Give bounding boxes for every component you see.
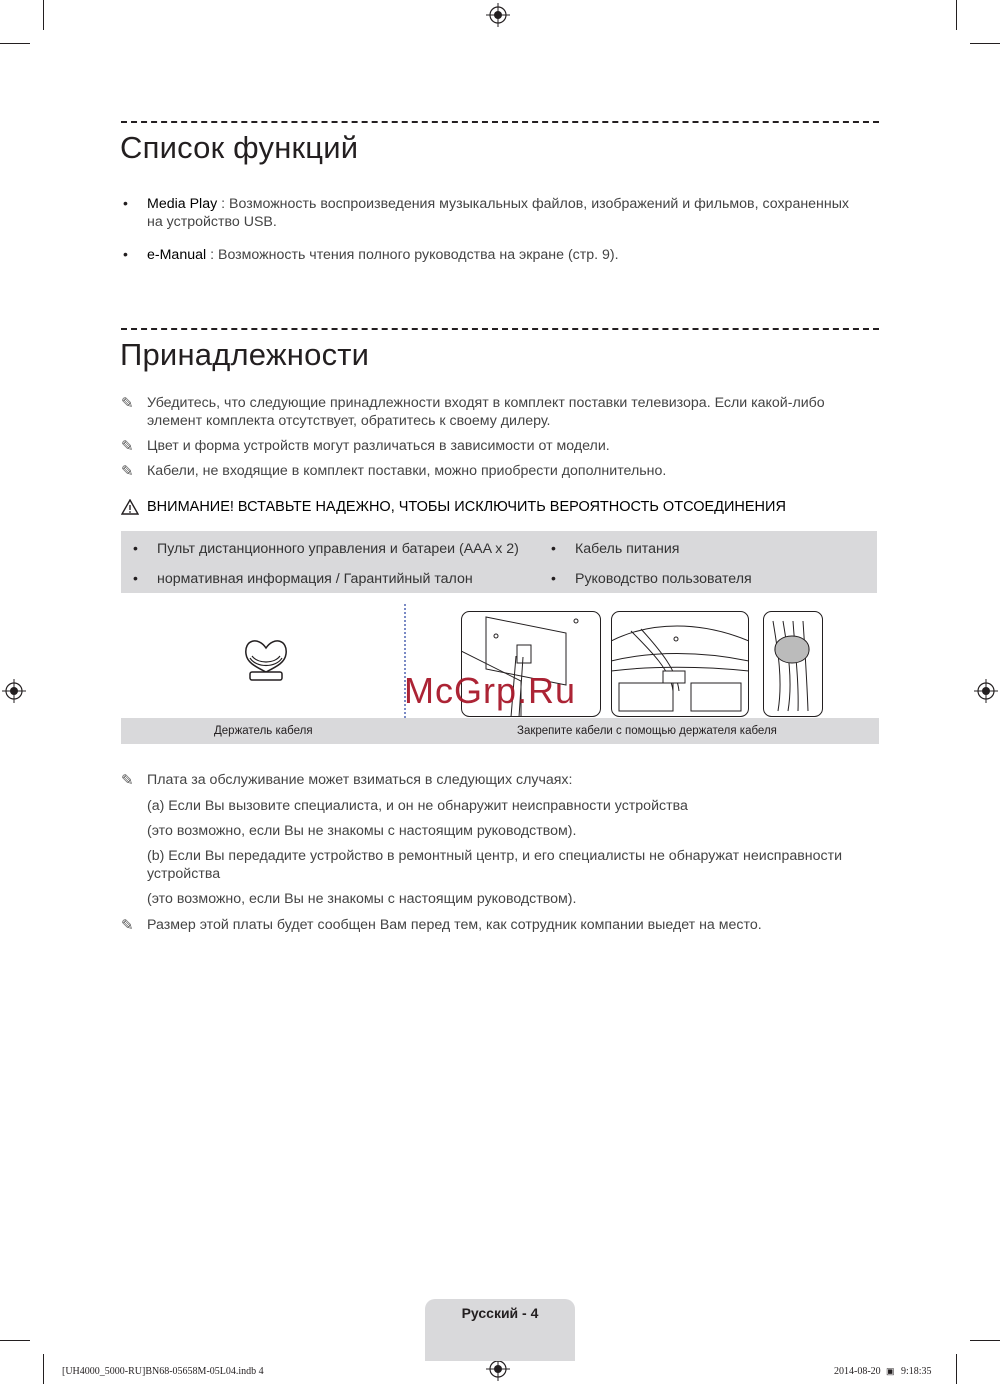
accessories-title: Принадлежности <box>120 337 370 372</box>
print-time: 9:18:35 <box>901 1366 932 1377</box>
crop-mark <box>970 1340 1000 1341</box>
bullet-icon: • <box>551 570 556 586</box>
crop-mark <box>956 0 957 30</box>
registration-mark-icon <box>2 679 26 703</box>
pencil-note-icon: ✎ <box>121 463 134 480</box>
bullet-icon: • <box>123 195 128 211</box>
bullet-icon: • <box>123 246 128 262</box>
pencil-note-icon: ✎ <box>121 438 134 455</box>
crop-mark <box>970 43 1000 44</box>
feature-item-media-play <box>147 195 887 231</box>
service-final: Размер этой платы будет сообщен Вам перед тем, как сотрудник компании выедет на место. <box>147 917 762 933</box>
crop-mark <box>956 1354 957 1384</box>
cable-holder-icon <box>240 634 292 686</box>
page-number: Русский - 4 <box>461 1305 539 1321</box>
crop-mark <box>43 0 44 30</box>
contents-item: Пульт дистанционного управления и батареи (AAA x 2) <box>157 541 519 557</box>
registration-mark-icon <box>974 679 998 703</box>
crop-mark <box>43 1354 44 1384</box>
note-line: элемент комплекта отсутствует, обратитесь к своему дилеру. <box>147 413 551 429</box>
service-case-b-line: (b) Если Вы передадите устройство в ремонтный центр, и его специалисты не обнаружат неисправности <box>147 848 843 864</box>
note-item <box>147 394 825 430</box>
feature-term: e-Manual <box>147 247 207 263</box>
feature-item-emanual <box>147 246 619 264</box>
section-divider <box>121 121 879 123</box>
section-divider <box>121 328 879 330</box>
service-intro: Плата за обслуживание может взиматься в следующих случаях: <box>147 772 573 788</box>
contents-item: нормативная информация / Гарантийный талон <box>157 571 473 587</box>
clock-icon: ▣ <box>886 1366 895 1376</box>
pencil-note-icon: ✎ <box>121 772 134 789</box>
caption-left: Держатель кабеля <box>214 725 313 737</box>
service-case-b-line: устройства <box>147 866 221 882</box>
bullet-icon: • <box>133 540 138 556</box>
crop-mark <box>0 43 30 44</box>
file-info: [UH4000_5000-RU]BN68-05658M-05L04.indb 4 <box>62 1366 264 1377</box>
note-line: Убедитесь, что следующие принадлежности входят в комплект поставки телевизора. Если какой-либо <box>147 395 825 411</box>
pencil-note-icon: ✎ <box>121 917 134 934</box>
bullet-icon: • <box>551 540 556 556</box>
print-date: 2014-08-20 <box>834 1366 881 1377</box>
warning-text: ВНИМАНИЕ! ВСТАВЬТЕ НАДЕЖНО, ЧТОБЫ ИСКЛЮЧИТЬ ВЕРОЯТНОСТЬ ОТСОЕДИНЕНИЯ <box>147 499 786 515</box>
feature-text: : Возможность чтения полного руководства на экране (стр. 9). <box>206 247 619 263</box>
feature-text: : Возможность воспроизведения музыкальных файлов, изображений и фильмов, сохраненных <box>217 196 850 212</box>
feature-text-cont: на устройство USB. <box>147 214 277 230</box>
note-item: Цвет и форма устройств могут различаться в зависимости от модели. <box>147 438 610 454</box>
watermark: McGrp.Ru <box>404 670 577 711</box>
note-item: Кабели, не входящие в комплект поставки, можно приобрести дополнительно. <box>147 463 667 479</box>
crop-mark <box>0 1340 30 1341</box>
service-case-a-note: (это возможно, если Вы не знакомы с настоящим руководством). <box>147 823 577 839</box>
pencil-note-icon: ✎ <box>121 395 134 412</box>
contents-item: Руководство пользователя <box>575 571 752 587</box>
warning-triangle-icon <box>121 499 139 515</box>
registration-mark-icon <box>486 3 510 27</box>
contents-item: Кабель питания <box>575 541 680 557</box>
features-title: Список функций <box>120 130 359 165</box>
service-case-b-note: (это возможно, если Вы не знакомы с настоящим руководством). <box>147 891 577 907</box>
caption-right: Закрепите кабели с помощью держателя кабеля <box>517 725 777 737</box>
feature-term: Media Play <box>147 196 218 212</box>
cable-bundle-illustration <box>611 611 749 717</box>
cable-clip-closeup-illustration <box>763 611 823 717</box>
service-case-b <box>147 847 842 883</box>
service-case-a: (a) Если Вы вызовите специалиста, и он не обнаружит неисправности устройства <box>147 798 688 814</box>
bullet-icon: • <box>133 570 138 586</box>
